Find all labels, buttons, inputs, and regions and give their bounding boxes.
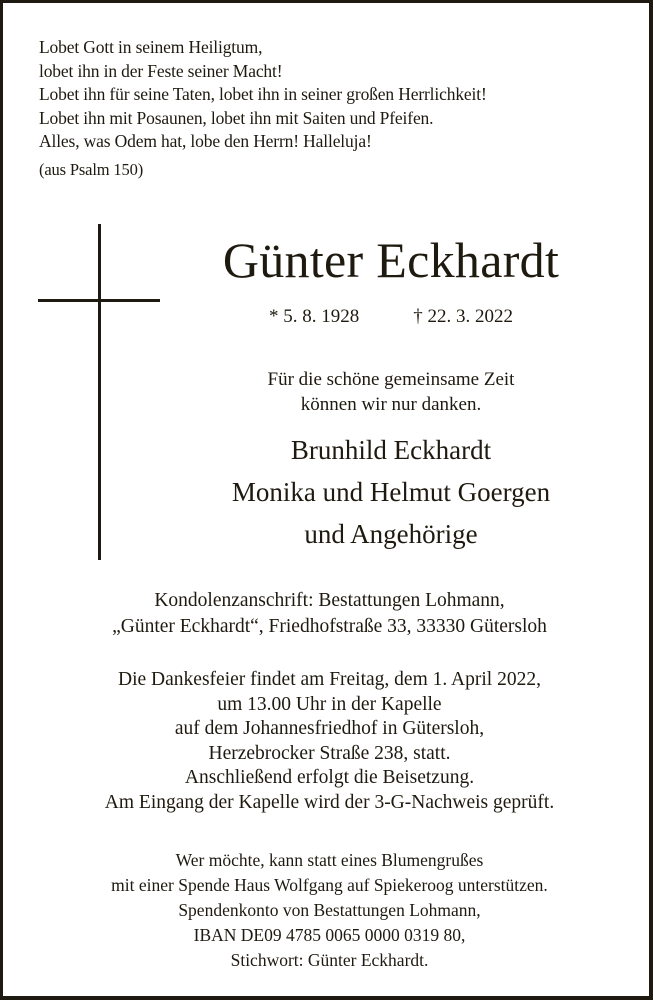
death-date: † 22. 3. 2022 <box>413 306 513 327</box>
psalm-line: Lobet ihn mit Posaunen, lobet ihn mit Saiten und Pfeifen. <box>39 107 434 128</box>
birth-date: * 5. 8. 1928 <box>269 306 360 327</box>
thanks-line: Für die schöne gemeinsame Zeit <box>267 369 515 390</box>
address-line: Kondolenzanschrift: Bestattungen Lohmann, <box>154 590 505 611</box>
thanks-message <box>166 367 616 417</box>
cross-vertical-bar <box>98 224 101 560</box>
life-dates <box>166 305 616 329</box>
mourner-name: Monika und Helmut Goergen <box>231 477 551 507</box>
mourner-name: Brunhild Eckhardt <box>290 435 492 465</box>
donation-line: Wer möchte, kann statt eines Blumengrußes <box>175 850 484 870</box>
ceremony-line: Die Dankesfeier findet am Freitag, dem 1. April 2022, <box>118 669 541 690</box>
donation-line: Spendenkonto von Bestattungen Lohmann, <box>178 900 481 920</box>
donation-keyword: Stichwort: Günter Eckhardt. <box>230 950 429 970</box>
address-line: „Günter Eckhardt“, Friedhofstraße 33, 33330 Gütersloh <box>112 616 547 637</box>
ceremony-line: Anschließend erfolgt die Beisetzung. <box>184 767 475 788</box>
donation-info <box>3 848 653 973</box>
psalm-line: Lobet ihn für seine Taten, lobet ihn in seiner großen Herrlichkeit! <box>39 84 487 105</box>
ceremony-line: um 13.00 Uhr in der Kapelle <box>217 693 442 715</box>
ceremony-line: auf dem Johannesfriedhof in Gütersloh, <box>174 718 485 739</box>
deceased-name: Günter Eckhardt <box>222 232 560 288</box>
psalm-source: (aus Psalm 150) <box>39 159 144 179</box>
donation-line: mit einer Spende Haus Wolfgang auf Spiekeroog unterstützen. <box>111 875 548 895</box>
psalm-line: lobet ihn in der Feste seiner Macht! <box>39 60 283 81</box>
psalm-line: Lobet Gott in seinem Heiligtum, <box>39 37 263 57</box>
ceremony-line: Herzebrocker Straße 238, statt. <box>208 742 451 764</box>
condolence-address <box>3 588 653 640</box>
donation-iban: IBAN DE09 4785 0065 0000 0319 80, <box>193 925 466 945</box>
psalm-quote <box>39 36 487 182</box>
thanks-line: können wir nur danken. <box>300 394 482 415</box>
mourner-name: und Angehörige <box>304 519 478 549</box>
psalm-line: Alles, was Odem hat, lobe den Herrn! Halleluja! <box>39 131 372 152</box>
mourners-list <box>166 429 616 555</box>
cross-horizontal-bar <box>38 299 160 302</box>
ceremony-details <box>3 668 653 815</box>
ceremony-line: Am Eingang der Kapelle wird der 3-G-Nachweis geprüft. <box>104 791 555 813</box>
